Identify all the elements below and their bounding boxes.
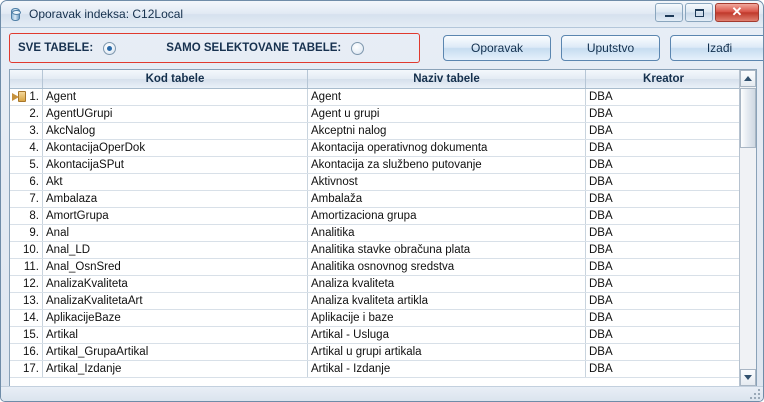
cell-name[interactable]: Analitika bbox=[308, 225, 586, 241]
grid-header-row bbox=[10, 70, 756, 89]
cell-creator[interactable]: DBA bbox=[589, 108, 613, 120]
table-row[interactable] bbox=[10, 208, 756, 225]
row-index bbox=[10, 208, 43, 224]
cell-name[interactable]: Analiza kvaliteta artikla bbox=[308, 293, 586, 309]
cell-creator[interactable]: DBA bbox=[589, 159, 613, 171]
radio-all-tables-label: SVE TABELE: bbox=[18, 42, 94, 54]
close-button[interactable] bbox=[715, 3, 759, 22]
table-scope-options bbox=[9, 33, 420, 63]
row-index-label: 12. bbox=[23, 278, 39, 290]
cell-code[interactable]: AgentUGrupi bbox=[43, 106, 308, 122]
title-bar bbox=[1, 1, 763, 28]
cell-name[interactable]: Agent u grupi bbox=[308, 106, 586, 122]
row-index-label: 7. bbox=[29, 193, 39, 205]
row-index bbox=[10, 225, 43, 241]
toolbar bbox=[1, 28, 763, 68]
column-header-indicator[interactable] bbox=[10, 70, 43, 88]
current-row-icon bbox=[12, 90, 28, 103]
radio-selected-tables-label: SAMO SELEKTOVANE TABELE: bbox=[166, 42, 342, 54]
table-row[interactable] bbox=[10, 174, 756, 191]
cell-creator[interactable]: DBA bbox=[589, 227, 613, 239]
cell-creator[interactable]: DBA bbox=[589, 261, 613, 273]
cell-name[interactable]: Ambalaža bbox=[308, 191, 586, 207]
table-row[interactable] bbox=[10, 242, 756, 259]
cell-code[interactable]: Ambalaza bbox=[43, 191, 308, 207]
cell-name[interactable]: Aplikacije i baze bbox=[308, 310, 586, 326]
cell-creator[interactable]: DBA bbox=[589, 244, 613, 256]
radio-selected-tables[interactable] bbox=[166, 34, 364, 62]
close-icon: ✕ bbox=[731, 4, 743, 19]
cell-name[interactable]: Analitika osnovnog sredstva bbox=[308, 259, 586, 275]
cell-code[interactable]: Artikal bbox=[43, 327, 308, 343]
row-index-label: 6. bbox=[29, 176, 39, 188]
radio-all-tables[interactable] bbox=[18, 34, 116, 62]
row-index bbox=[10, 293, 43, 309]
table-row[interactable] bbox=[10, 225, 756, 242]
cell-name[interactable]: Analiza kvaliteta bbox=[308, 276, 586, 292]
cell-creator[interactable]: DBA bbox=[589, 312, 613, 324]
table-row[interactable] bbox=[10, 123, 756, 140]
cell-creator[interactable]: DBA bbox=[589, 210, 613, 222]
cell-creator[interactable]: DBA bbox=[589, 346, 613, 358]
scroll-up-icon bbox=[744, 76, 752, 81]
row-index-label: 10. bbox=[23, 244, 39, 256]
table-row[interactable] bbox=[10, 276, 756, 293]
row-index-label: 16. bbox=[23, 346, 39, 358]
scroll-down-button[interactable] bbox=[740, 369, 756, 386]
scrollbar-thumb[interactable] bbox=[740, 88, 756, 148]
cell-name[interactable]: Amortizaciona grupa bbox=[308, 208, 586, 224]
cell-code[interactable]: AkcNalog bbox=[43, 123, 308, 139]
row-index-label: 11. bbox=[23, 261, 39, 273]
cell-code[interactable]: Akt bbox=[43, 174, 308, 190]
row-index-label: 3. bbox=[29, 125, 39, 137]
row-index bbox=[10, 157, 43, 173]
row-index-label: 15. bbox=[23, 329, 39, 341]
column-header-creator[interactable]: Kreator bbox=[643, 73, 684, 85]
radio-all-tables-dot[interactable] bbox=[103, 42, 116, 55]
repair-button[interactable]: Oporavak bbox=[443, 35, 551, 61]
row-index-label: 13. bbox=[23, 295, 39, 307]
row-index bbox=[10, 344, 43, 360]
cell-creator[interactable]: DBA bbox=[589, 91, 613, 103]
table-row[interactable] bbox=[10, 106, 756, 123]
cell-name[interactable]: Artikal u grupi artikala bbox=[308, 344, 586, 360]
table-row[interactable] bbox=[10, 157, 756, 174]
window-title: Oporavak indeksa: C12Local bbox=[29, 7, 184, 21]
row-index-label: 14. bbox=[23, 312, 39, 324]
cell-code[interactable]: AmortGrupa bbox=[43, 208, 308, 224]
cell-creator[interactable]: DBA bbox=[589, 295, 613, 307]
row-index bbox=[10, 191, 43, 207]
table-row[interactable] bbox=[10, 191, 756, 208]
cell-code[interactable]: Anal_OsnSred bbox=[43, 259, 308, 275]
row-index bbox=[10, 276, 43, 292]
cell-code[interactable]: Anal bbox=[43, 225, 308, 241]
cell-creator[interactable]: DBA bbox=[589, 278, 613, 290]
table-row[interactable] bbox=[10, 344, 756, 361]
row-index-label: 17. bbox=[23, 363, 39, 375]
cell-name[interactable]: Artikal - Izdanje bbox=[308, 361, 586, 377]
exit-button[interactable]: Izađi bbox=[670, 35, 764, 61]
row-index bbox=[10, 259, 43, 275]
cell-creator[interactable]: DBA bbox=[589, 193, 613, 205]
cell-creator[interactable]: DBA bbox=[589, 176, 613, 188]
row-index bbox=[10, 140, 43, 156]
row-index bbox=[10, 89, 43, 105]
instructions-button[interactable]: Uputstvo bbox=[561, 35, 660, 61]
database-icon bbox=[8, 7, 23, 22]
tables-grid bbox=[9, 69, 757, 387]
cell-code[interactable]: AkontacijaSPut bbox=[43, 157, 308, 173]
row-index bbox=[10, 242, 43, 258]
window-controls bbox=[655, 3, 759, 22]
table-row[interactable] bbox=[10, 310, 756, 327]
row-index-label: 8. bbox=[29, 210, 39, 222]
row-index bbox=[10, 327, 43, 343]
scroll-down-icon bbox=[744, 375, 752, 380]
row-index-label: 2. bbox=[29, 108, 39, 120]
table-row[interactable] bbox=[10, 259, 756, 276]
maximize-button[interactable] bbox=[685, 3, 713, 22]
row-index-label: 9. bbox=[29, 227, 39, 239]
status-bar bbox=[1, 386, 763, 401]
resize-grip[interactable] bbox=[748, 388, 760, 399]
cell-creator[interactable]: DBA bbox=[589, 329, 613, 341]
cell-name[interactable]: Analitika stavke obračuna plata bbox=[308, 242, 586, 258]
cell-name[interactable]: Agent bbox=[308, 89, 586, 105]
table-row[interactable] bbox=[10, 140, 756, 157]
row-index-label: 1. bbox=[29, 91, 39, 103]
cell-name[interactable]: Akontacija operativnog dokumenta bbox=[308, 140, 586, 156]
cell-code[interactable]: AkontacijaOperDok bbox=[43, 140, 308, 156]
cell-code[interactable]: Artikal_GrupaArtikal bbox=[43, 344, 308, 360]
cell-code[interactable]: Artikal_Izdanje bbox=[43, 361, 308, 377]
cell-creator[interactable]: DBA bbox=[589, 125, 613, 137]
row-index bbox=[10, 174, 43, 190]
row-index bbox=[10, 361, 43, 377]
radio-selected-tables-dot[interactable] bbox=[351, 42, 364, 55]
cell-name[interactable]: Akceptni nalog bbox=[308, 123, 586, 139]
cell-creator[interactable]: DBA bbox=[589, 363, 613, 375]
table-row[interactable] bbox=[10, 361, 756, 378]
column-header-code[interactable]: Kod tabele bbox=[43, 70, 308, 88]
cell-creator[interactable]: DBA bbox=[589, 142, 613, 154]
cell-code[interactable]: AplikacijeBaze bbox=[43, 310, 308, 326]
grid-body bbox=[10, 89, 756, 386]
cell-name[interactable]: Aktivnost bbox=[308, 174, 586, 190]
column-header-name[interactable]: Naziv tabele bbox=[308, 70, 586, 88]
cell-code[interactable]: AnalizaKvaliteta bbox=[43, 276, 308, 292]
table-row[interactable] bbox=[10, 89, 756, 106]
row-index bbox=[10, 310, 43, 326]
cell-name[interactable]: Artikal - Usluga bbox=[308, 327, 586, 343]
cell-name[interactable]: Akontacija za službeno putovanje bbox=[308, 157, 586, 173]
row-index-label: 5. bbox=[29, 159, 39, 171]
cell-code[interactable]: Agent bbox=[43, 89, 308, 105]
row-index bbox=[10, 123, 43, 139]
scroll-up-button[interactable] bbox=[740, 70, 756, 87]
row-index-label: 4. bbox=[29, 142, 39, 154]
row-index bbox=[10, 106, 43, 122]
minimize-button[interactable] bbox=[655, 3, 683, 22]
cell-code[interactable]: Anal_LD bbox=[43, 242, 308, 258]
table-row[interactable] bbox=[10, 327, 756, 344]
vertical-scrollbar[interactable] bbox=[739, 70, 756, 386]
cell-code[interactable]: AnalizaKvalitetaArt bbox=[43, 293, 308, 309]
table-row[interactable] bbox=[10, 293, 756, 310]
